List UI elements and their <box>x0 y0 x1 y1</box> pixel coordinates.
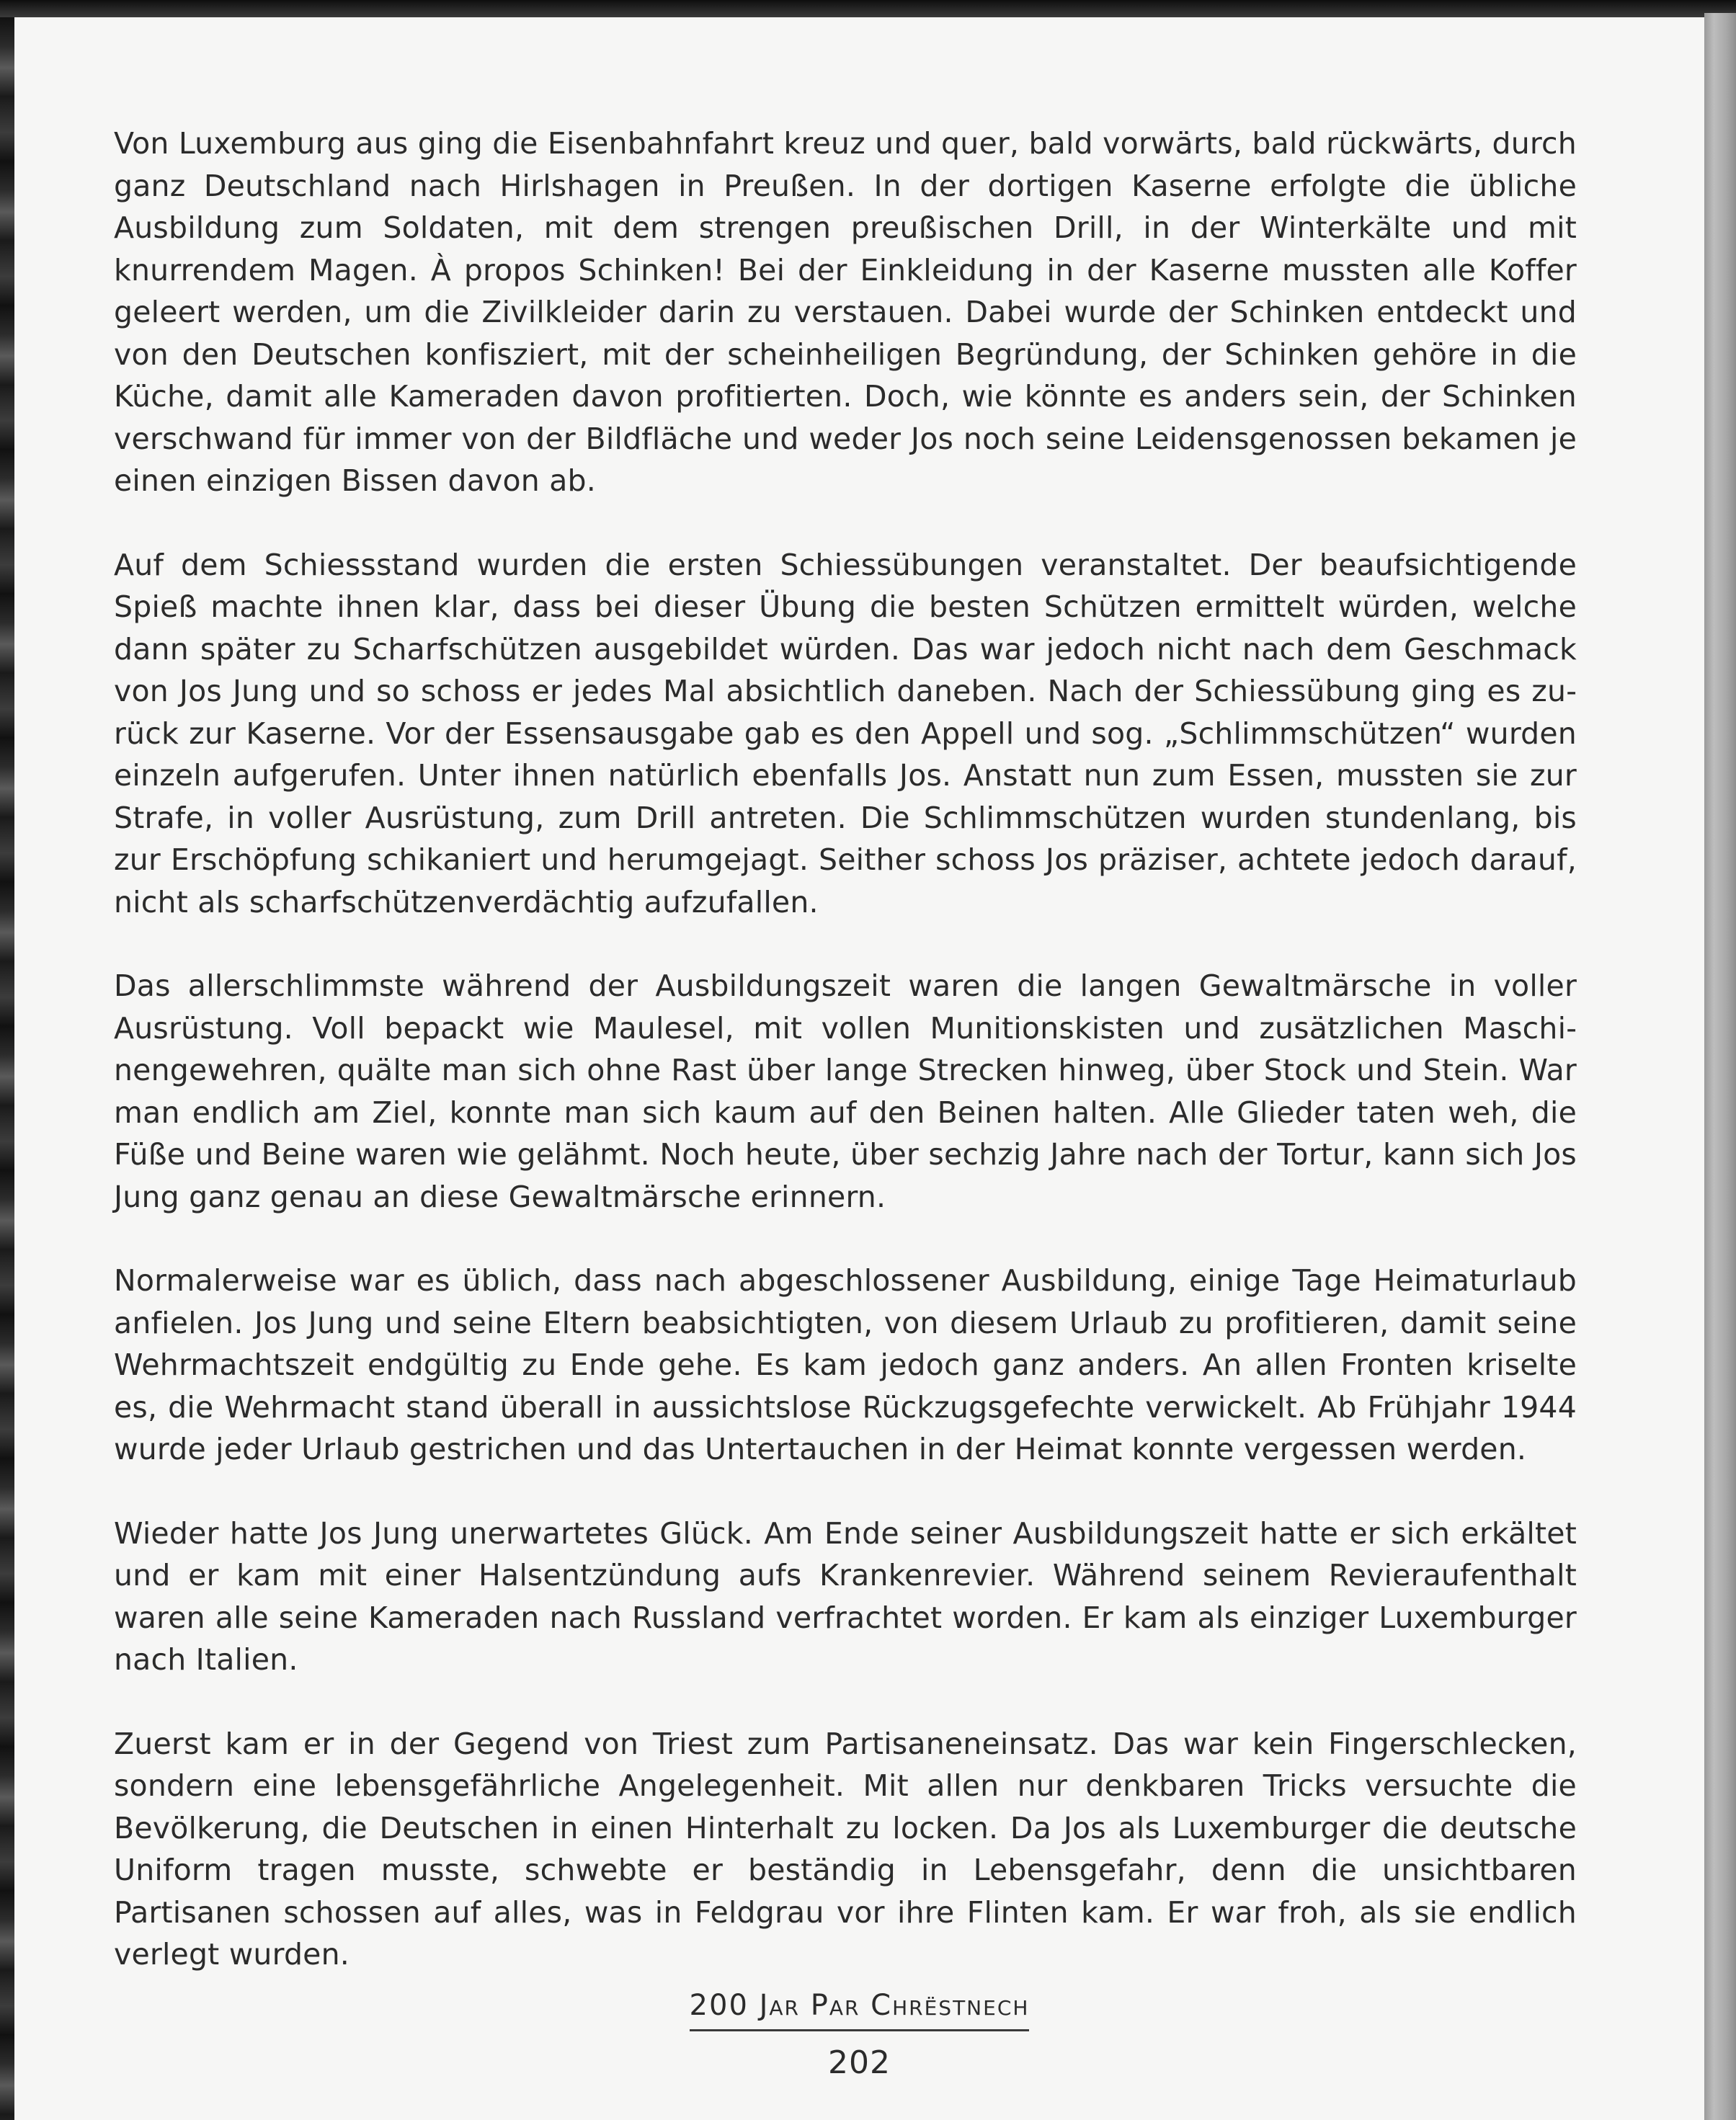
page-number: 202 <box>828 2044 891 2081</box>
paragraph: Zuerst kam er in der Gegend von Triest zum Partisaneneinsatz. Das war kein Fingerschlecken, sondern eine lebensgefährliche Angelegenheit. Mit allen nur denkbaren Tricks versuchte die Bevölkerung, die Deutschen in einen Hinterhalt zu locken. Da Jos als Luxemburger die deutsche Uniform tragen musste, schwebte er beständig in Lebensgefahr, denn die unsichtbaren Partisanen schossen auf alles, was in Feldgrau vor ihre Flinten kam. Er war froh, als sie endlich verlegt wurden. <box>114 1726 1577 1972</box>
paragraph: Von Luxemburg aus ging die Eisenbahnfahrt kreuz und quer, bald vorwärts, bald rückwärts, durch ganz Deutschland nach Hirlshagen in Preußen. In der dortigen Kaserne erfolgte die übliche Ausbildung zum Soldaten, mit dem strengen preußischen Drill, in der Winterkälte und mit knurrendem Magen. À propos Schinken! Bei der Einkleidung in der Kaserne mussten alle Koffer geleert werden, um die Zivilkleider darin zu verstauen. Dabei wurde der Schinken entdeckt und von den Deutschen konfisziert, mit der scheinheiligen Begründung, der Schinken gehöre in die Küche, damit alle Kameraden davon profitierten. Doch, wie könnte es anders sein, der Schinken verschwand für immer von der Bildfläche und weder Jos noch seine Leidensgenossen bekamen je einen einzigen Bissen davon ab. <box>114 126 1577 498</box>
paragraph: Auf dem Schiessstand wurden die ersten Schiessübungen veranstaltet. Der beaufsichtigende Spieß machte ihnen klar, dass bei dieser Übung die besten Schützen ermittelt würden, welche dann später zu Scharfschützen ausgebildet würden. Das war jedoch nicht nach dem Geschmack von Jos Jung und so schoss er jedes Mal absichtlich daneben. Nach der Schiessübung ging es zurück zur Kaserne. Vor der Essensausgabe gab es den Appell und sog. „Schlimmschützen“ wurden einzeln aufgerufen. Unter ihnen natürlich ebenfalls Jos. Anstatt nun zum Essen, mussten sie zur Strafe, in voller Ausrüstung, zum Drill antreten. Die Schlimmschützen wurden stundenlang, bis zur Erschöpfung schikaniert und herumgejagt. Seither schoss Jos präziser, achtete jedoch darauf, nicht als scharfschützenverdächtig aufzufallen. <box>114 547 1577 919</box>
book-spine-edge <box>1704 13 1736 2120</box>
paragraph: Wieder hatte Jos Jung unerwartetes Glück. Am Ende seiner Ausbildungszeit hatte er sich erkältet und er kam mit einer Halsentzündung aufs Krankenrevier. Während seinem Revieraufenthalt waren alle seine Kameraden nach Russland verfrachtet worden. Er kam als einziger Luxemburger nach Italien. <box>114 1515 1577 1677</box>
running-footer-title: 200 Jar Par Chrëstnech <box>690 1989 1030 2031</box>
paragraph: Das allerschlimmste während der Ausbildungszeit waren die langen Gewaltmärsche in voller Ausrüstung. Voll bepackt wie Maulesel, mit vollen Munitionskisten und zusätzlichen Maschinengewehren, quälte man sich ohne Rast über lange Strecken hinweg, über Stock und Stein. War man endlich am Ziel, konnte man sich kaum auf den Beinen halten. Alle Glieder taten weh, die Füße und Beine waren wie gelähmt. Noch heute, über sechzig Jahre nach der Tortur, kann sich Jos Jung ganz genau an diese Gewaltmärsche erinnern. <box>114 968 1577 1214</box>
facing-page-edge <box>0 17 14 2120</box>
page-footer <box>14 1989 1704 2081</box>
scan-top-edge <box>0 0 1736 17</box>
body-text <box>114 123 1577 2018</box>
paragraph: Normalerweise war es üblich, dass nach abgeschlossener Ausbildung, einige Tage Heimaturlaub anfielen. Jos Jung und seine Eltern beabsichtigten, von diesem Urlaub zu profitieren, damit seine Wehrmachtszeit endgültig zu Ende gehe. Es kam jedoch ganz anders. An allen Fronten kriselte es, die Wehrmacht stand überall in aussichtslose Rückzugsgefechte verwickelt. Ab Frühjahr 1944 wurde jeder Urlaub gestrichen und das Untertauchen in der Heimat konnte vergessen werden. <box>114 1263 1577 1466</box>
